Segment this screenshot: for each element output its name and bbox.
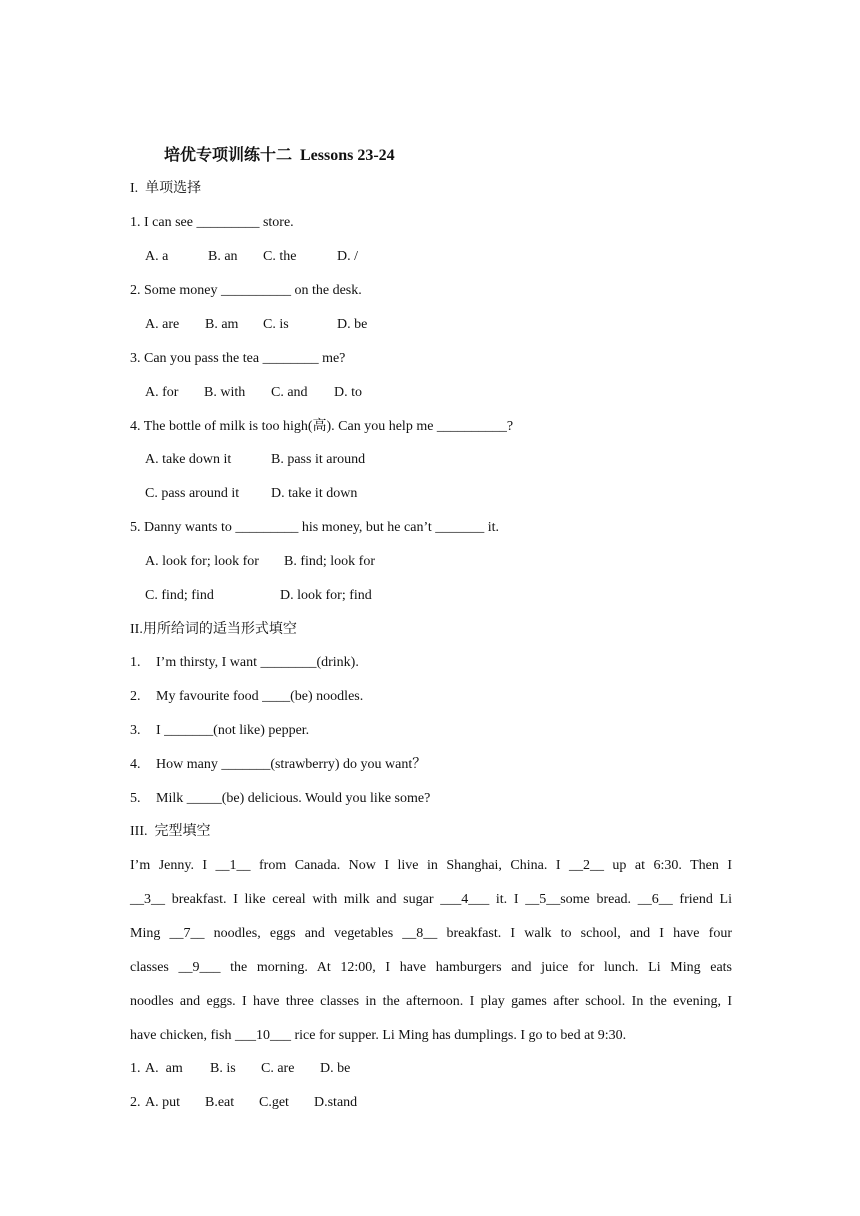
option: D. be <box>337 317 368 332</box>
question-stem-1: 1. I can see _________ store. <box>130 215 294 230</box>
option: C. the <box>263 249 297 264</box>
item-number: 3. <box>130 723 141 738</box>
cloze-question-number: 2. <box>130 1095 141 1110</box>
section-heading-3: III. 完型填空 <box>130 824 211 839</box>
section-heading-2: II.用所给词的适当形式填空 <box>130 622 297 637</box>
item-number: 5. <box>130 791 141 806</box>
option: A. look for; look for <box>145 554 259 569</box>
option: C. and <box>271 385 308 400</box>
item-number: 1. <box>130 655 141 670</box>
cloze-passage <box>130 856 732 1060</box>
item-number: 4. <box>130 757 141 772</box>
fill-in-item: Milk _____(be) delicious. Would you like some? <box>156 791 431 806</box>
question-stem-2: 2. Some money __________ on the desk. <box>130 283 362 298</box>
section-heading-1: I. 单项选择 <box>130 181 202 196</box>
option: B.eat <box>205 1095 235 1110</box>
option: A. are <box>145 317 180 332</box>
option: D. to <box>334 385 362 400</box>
option: C. is <box>263 317 289 332</box>
passage-line: classes __9___ the morning. At 12:00, I have hamburgers and juice for lunch. Li Ming eats <box>130 960 732 975</box>
option: D. take it down <box>271 486 358 501</box>
option: D.stand <box>314 1095 358 1110</box>
passage-line: __3__ breakfast. I like cereal with milk and sugar ___4___ it. I __5__some bread. __6__ friend Li <box>130 892 732 907</box>
option: A. am <box>145 1061 183 1076</box>
option: D. look for; find <box>280 588 372 603</box>
option: A. for <box>145 385 179 400</box>
question-stem-3: 3. Can you pass the tea ________ me? <box>130 351 346 366</box>
option: C. are <box>261 1061 295 1076</box>
option: B. is <box>210 1061 236 1076</box>
passage-line: noodles and eggs. I have three classes in the afternoon. I play games after school. In the evening, I <box>130 994 732 1009</box>
option: B. pass it around <box>271 452 366 467</box>
fill-in-item: I _______(not like) pepper. <box>156 723 310 738</box>
fill-in-item: I’m thirsty, I want ________(drink). <box>156 655 359 670</box>
option: B. find; look for <box>284 554 375 569</box>
option: D. / <box>337 249 358 264</box>
item-number: 2. <box>130 689 141 704</box>
fill-in-item: How many _______(strawberry) do you want？ <box>156 757 427 772</box>
option: C. find; find <box>145 588 214 603</box>
option: C. pass around it <box>145 486 240 501</box>
option: A. take down it <box>145 452 232 467</box>
question-stem-5: 5. Danny wants to _________ his money, but he can’t _______ it. <box>130 520 500 535</box>
option: A. put <box>145 1095 180 1110</box>
option: A. a <box>145 249 169 264</box>
option: B. with <box>204 385 246 400</box>
option: C.get <box>259 1095 289 1110</box>
option: B. an <box>208 249 238 264</box>
passage-line: have chicken, fish ___10___ rice for supper. Li Ming has dumplings. I go to bed at 9:30. <box>130 1028 627 1043</box>
question-stem-4: 4. The bottle of milk is too high(高). Can you help me __________? <box>130 419 514 434</box>
option: D. be <box>320 1061 351 1076</box>
passage-line: Ming __7__ noodles, eggs and vegetables __8__ breakfast. I walk to school, and I have four <box>130 926 732 941</box>
option: B. am <box>205 317 239 332</box>
page-title: 培优专项训练十二 Lessons 23-24 <box>164 147 395 164</box>
passage-line: I’m Jenny. I __1__ from Canada. Now I live in Shanghai, China. I __2__ up at 6:30. Then I <box>130 858 732 873</box>
fill-in-item: My favourite food ____(be) noodles. <box>156 689 364 704</box>
cloze-question-number: 1. <box>130 1061 141 1076</box>
